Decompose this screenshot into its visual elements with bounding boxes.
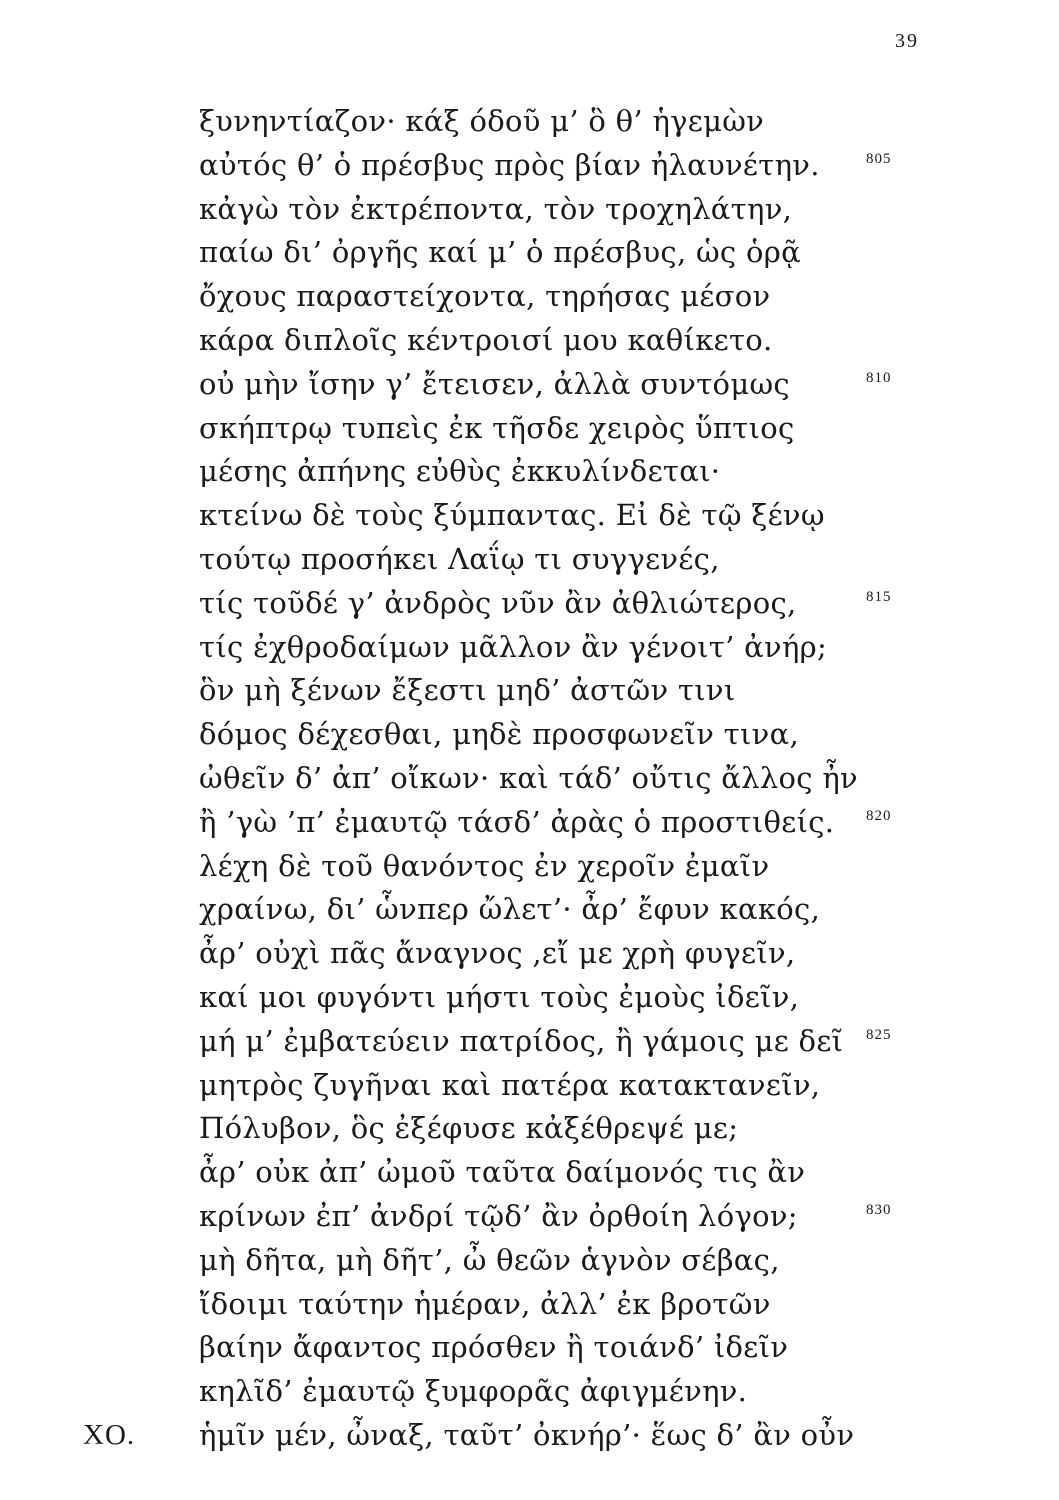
- verse-line: [0, 888, 1059, 932]
- verse-line: [0, 1326, 1059, 1370]
- verse-line: [0, 1283, 1059, 1327]
- verse-line: [0, 144, 1059, 188]
- verse-line: [0, 669, 1059, 713]
- verse-line: [0, 626, 1059, 670]
- verse-text: τίς τοῦδέ γ’ ἀνδρὸς νῦν ἂν ἀθλιώτερος,: [199, 585, 797, 620]
- verse-text: μέσης ἀπήνης εὐθὺς ἐκκυλίνδεται·: [199, 454, 721, 489]
- verse-text: κηλῖδ’ ἐμαυτῷ ξυμφορᾶς ἀφιγμένην.: [199, 1374, 748, 1409]
- line-number: 825: [866, 1026, 892, 1043]
- verse-text: μητρὸς ζυγῆναι καὶ πατέρα κατακτανεῖν,: [199, 1067, 821, 1102]
- verse-block: [0, 100, 1059, 1458]
- line-number: 805: [866, 150, 892, 167]
- verse-text: οὐ μὴν ἴσην γ’ ἔτεισεν, ἀλλὰ συντόμως: [199, 366, 790, 401]
- verse-text: ὄχους παραστείχοντα, τηρήσας μέσον: [199, 279, 771, 314]
- verse-text: τούτῳ προσήκει Λαΐῳ τι συγγενές,: [199, 541, 720, 576]
- verse-text: κρίνων ἐπ’ ἀνδρί τῷδ’ ἂν ὀρθοίη λόγον;: [199, 1198, 798, 1233]
- verse-line: [0, 801, 1059, 845]
- verse-line: [0, 319, 1059, 363]
- verse-text: ἆρ’ οὐκ ἀπ’ ὠμοῦ ταῦτα δαίμονός τις ἂν: [199, 1155, 806, 1190]
- verse-line: [0, 976, 1059, 1020]
- verse-text: μή μ’ ἐμβατεύειν πατρίδος, ἢ γάμοις με δεῖ: [199, 1023, 844, 1058]
- verse-text: δόμος δέχεσθαι, μηδὲ προσφωνεῖν τινα,: [199, 717, 800, 752]
- verse-text: χραίνω, δι’ ὧνπερ ὤλετ’· ἆρ’ ἔφυν κακός,: [199, 892, 821, 927]
- verse-text: ἴδοιμι ταύτην ἡμέραν, ἀλλ’ ἐκ βροτῶν: [199, 1286, 771, 1321]
- verse-line: [0, 1107, 1059, 1151]
- verse-text: κτείνω δὲ τοὺς ξύμπαντας. Εἰ δὲ τῷ ξένῳ: [199, 498, 825, 533]
- verse-line: [0, 275, 1059, 319]
- verse-text: κἀγὼ τὸν ἐκτρέποντα, τὸν τροχηλάτην,: [199, 191, 793, 226]
- verse-line: [0, 932, 1059, 976]
- verse-line: [0, 1195, 1059, 1239]
- verse-line: [0, 100, 1059, 144]
- verse-line: [0, 538, 1059, 582]
- page-number: 39: [895, 30, 919, 52]
- verse-line: [0, 757, 1059, 801]
- verse-text: κάρα διπλοῖς κέντροισί μου καθίκετο.: [199, 322, 773, 357]
- verse-text: ὠθεῖν δ’ ἀπ’ οἴκων· καὶ τάδ’ οὔτις ἄλλος ἦν: [199, 760, 858, 795]
- line-number: 820: [866, 807, 892, 824]
- verse-line: [0, 1370, 1059, 1414]
- verse-text: παίω δι’ ὀργῆς καί μ’ ὁ πρέσβυς, ὡς ὁρᾷ: [199, 235, 801, 270]
- verse-line: [0, 582, 1059, 626]
- verse-text: ξυνηντίαζον· κάξ όδοῦ μ’ ὃ θ’ ἡγεμὼν: [199, 104, 765, 138]
- verse-text: βαίην ἄφαντος πρόσθεν ἢ τοιάνδ’ ἰδεῖν: [199, 1330, 789, 1365]
- line-number: 830: [866, 1201, 892, 1218]
- verse-text: λέχη δὲ τοῦ θανόντος ἐν χεροῖν ἐμαῖν: [199, 848, 770, 883]
- verse-text: καί μοι φυγόντι μήστι τοὺς ἐμοὺς ἰδεῖν,: [199, 979, 800, 1014]
- speaker-label: ΧΟ.: [83, 1418, 136, 1451]
- verse-line: [0, 1414, 1059, 1458]
- verse-text: σκήπτρῳ τυπεὶς ἐκ τῆσδε χειρὸς ὕπτιος: [199, 410, 795, 445]
- verse-line: [0, 1064, 1059, 1108]
- verse-line: [0, 1151, 1059, 1195]
- verse-line: [0, 845, 1059, 889]
- line-number: 815: [866, 588, 892, 605]
- verse-line: [0, 1239, 1059, 1283]
- verse-text: ἢ ’γὼ ’π’ ἐμαυτῷ τάσδ’ ἀρὰς ὁ προστιθείς.: [199, 804, 835, 839]
- verse-line: [0, 1020, 1059, 1064]
- verse-line: [0, 494, 1059, 538]
- verse-text: αὐτός θ’ ὁ πρέσβυς πρὸς βίαν ἠλαυνέτην.: [199, 147, 820, 182]
- verse-text: ἆρ’ οὐχὶ πᾶς ἄναγνος ,εἴ με χρὴ φυγεῖν,: [199, 936, 796, 971]
- line-number: 810: [866, 369, 892, 386]
- verse-text: Πόλυβον, ὃς ἐξέφυσε κἀξέθρεψέ με;: [199, 1111, 739, 1146]
- verse-text: ὃν μὴ ξένων ἔξεστι μηδ’ ἀστῶν τινι: [199, 673, 736, 708]
- verse-line: [0, 231, 1059, 275]
- verse-line: [0, 363, 1059, 407]
- verse-line: [0, 713, 1059, 757]
- verse-text: τίς ἐχθροδαίμων μᾶλλον ἂν γένοιτ’ ἀνήρ;: [199, 629, 828, 664]
- verse-text: μὴ δῆτα, μὴ δῆτ’, ὦ θεῶν ἁγνὸν σέβας,: [199, 1242, 780, 1277]
- verse-line: [0, 407, 1059, 451]
- verse-line: [0, 188, 1059, 232]
- verse-text: ἡμῖν μέν, ὦναξ, ταῦτ’ ὀκνήρ’· ἕως δ’ ἂν οὖν: [199, 1417, 855, 1452]
- verse-line: [0, 450, 1059, 494]
